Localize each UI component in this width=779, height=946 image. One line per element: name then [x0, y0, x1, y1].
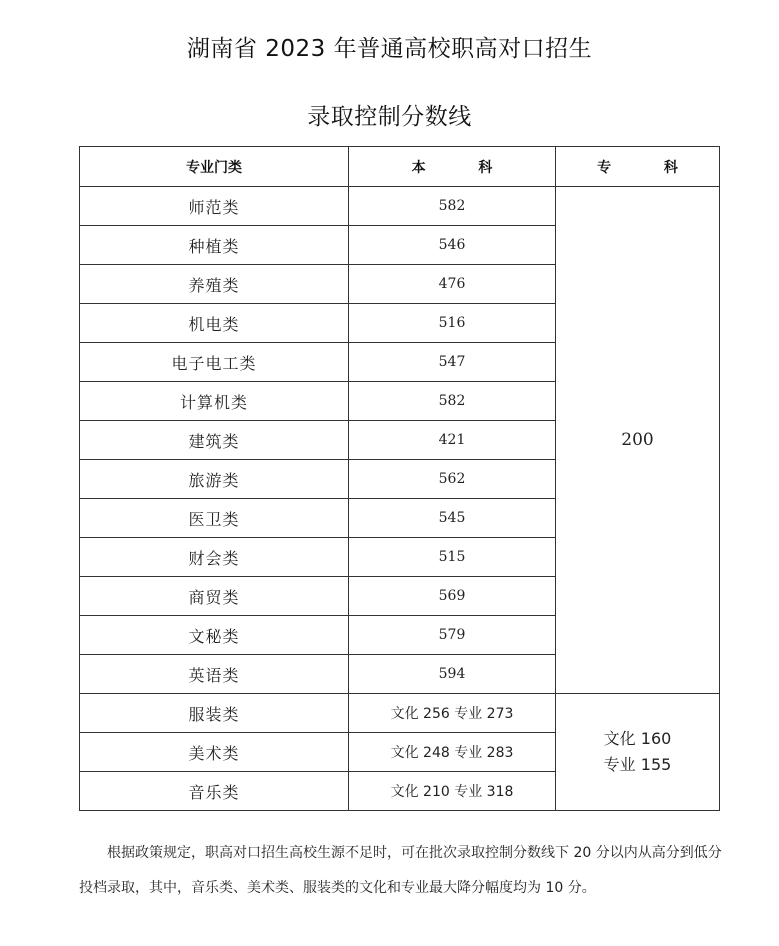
header-category: 专业门类: [80, 147, 349, 187]
page-title: 湖南省 2023 年普通高校职高对口招生: [186, 36, 593, 62]
row-name: 建筑类: [80, 421, 349, 460]
row-benke-score: 421: [349, 421, 556, 460]
row-name: 英语类: [80, 655, 349, 694]
row-benke-score: 516: [349, 304, 556, 343]
row-name: 计算机类: [80, 382, 349, 421]
policy-note: 根据政策规定，职高对口招生高校生源不足时，可在批次录取控制分数线下 20 分以内从高分到低分投档录取，其中，音乐类、美术类、服装类的文化和专业最大降分幅度均为 10 分。: [79, 845, 722, 896]
row-benke-score: 515: [349, 538, 556, 577]
row-benke-score: 文化 256 专业 273: [349, 694, 556, 733]
row-benke-score: 582: [349, 382, 556, 421]
row-name: 旅游类: [80, 460, 349, 499]
row-name: 音乐类: [80, 772, 349, 811]
page-subtitle: 录取控制分数线: [307, 104, 472, 130]
row-name: 文秘类: [80, 616, 349, 655]
row-name: 机电类: [80, 304, 349, 343]
row-name: 商贸类: [80, 577, 349, 616]
row-benke-score: 文化 210 专业 318: [349, 772, 556, 811]
zhuanke-art-score: [556, 694, 720, 811]
score-table: [79, 146, 720, 811]
row-benke-score: 594: [349, 655, 556, 694]
row-benke-score: 文化 248 专业 283: [349, 733, 556, 772]
row-name: 美术类: [80, 733, 349, 772]
header-benke: 本 科: [349, 147, 556, 187]
row-benke-score: 582: [349, 187, 556, 226]
zhuanke-art-culture: 文化 160: [603, 729, 672, 748]
row-benke-score: 547: [349, 343, 556, 382]
row-name: 养殖类: [80, 265, 349, 304]
row-name: 医卫类: [80, 499, 349, 538]
table-row-art: [80, 694, 720, 733]
table-header-row: [80, 147, 720, 187]
row-name: 师范类: [80, 187, 349, 226]
row-name: 电子电工类: [80, 343, 349, 382]
zhuanke-general-score: 200: [556, 187, 720, 694]
row-name: 服装类: [80, 694, 349, 733]
table-row: [80, 187, 720, 226]
row-benke-score: 545: [349, 499, 556, 538]
header-zhuanke: 专 科: [556, 147, 720, 187]
row-benke-score: 476: [349, 265, 556, 304]
row-benke-score: 546: [349, 226, 556, 265]
zhuanke-art-major: 专业 155: [603, 755, 672, 774]
row-name: 种植类: [80, 226, 349, 265]
row-benke-score: 579: [349, 616, 556, 655]
row-benke-score: 569: [349, 577, 556, 616]
row-name: 财会类: [80, 538, 349, 577]
row-benke-score: 562: [349, 460, 556, 499]
